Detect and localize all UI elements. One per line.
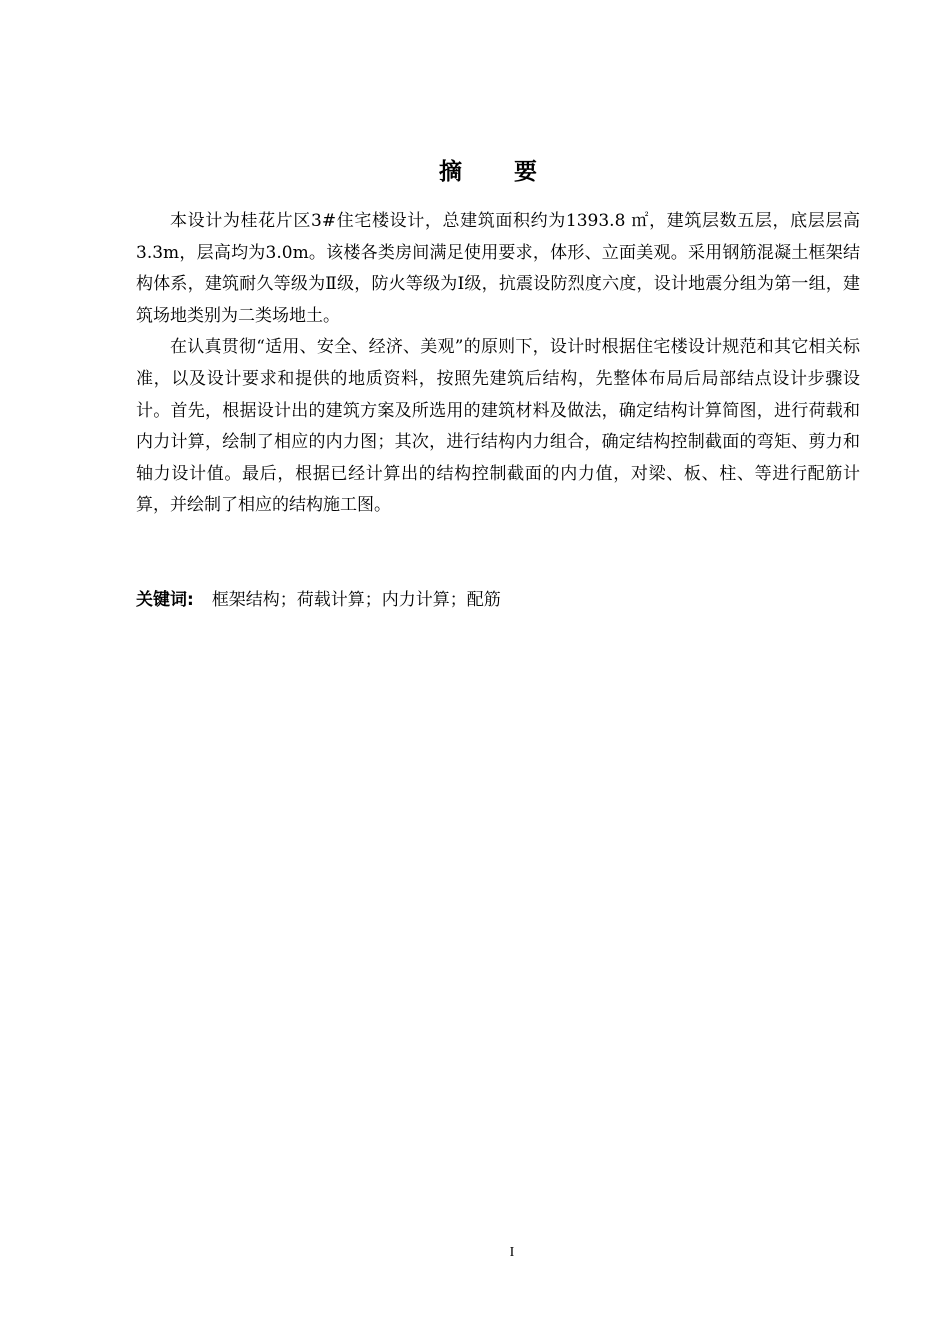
- page-number: I: [509, 1245, 515, 1260]
- abstract-title: 摘 要: [438, 159, 559, 185]
- keywords-line: [136, 588, 860, 612]
- abstract-paragraph-2: 在认真贯彻“适用、安全、经济、美观”的原则下，设计时根据住宅楼设计规范和其它相关标准，以及设计要求和提供的地质资料，按照先建筑后结构，先整体布局后局部结点设计步骤设计。首先，根据设计出的建筑方案及所选用的建筑材料及做法，确定结构计算简图，进行荷载和内力计算，绘制了相应的内力图；其次，进行结构内力组合，确定结构控制截面的弯矩、剪力和轴力设计值。最后，根据已经计算出的结构控制截面的内力值，对梁、板、柱、等进行配筋计算，并绘制了相应的结构施工图。: [136, 337, 860, 516]
- abstract-body: [136, 206, 860, 522]
- keywords-label: 关键词:: [136, 590, 194, 610]
- abstract-paragraph-1: 本设计为桂花片区3#住宅楼设计，总建筑面积约为1393.8 ㎡，建筑层数五层，底层层高3.3m，层高均为3.0m。该楼各类房间满足使用要求，体形、立面美观。采用钢筋混凝土框架结构体系，建筑耐久等级为Ⅱ级，防火等级为Ⅰ级，抗震设防烈度六度，设计地震分组为第一组，建筑场地类别为二类场地土。: [136, 211, 860, 326]
- keywords-list: 框架结构；荷载计算；内力计算；配筋: [211, 590, 501, 610]
